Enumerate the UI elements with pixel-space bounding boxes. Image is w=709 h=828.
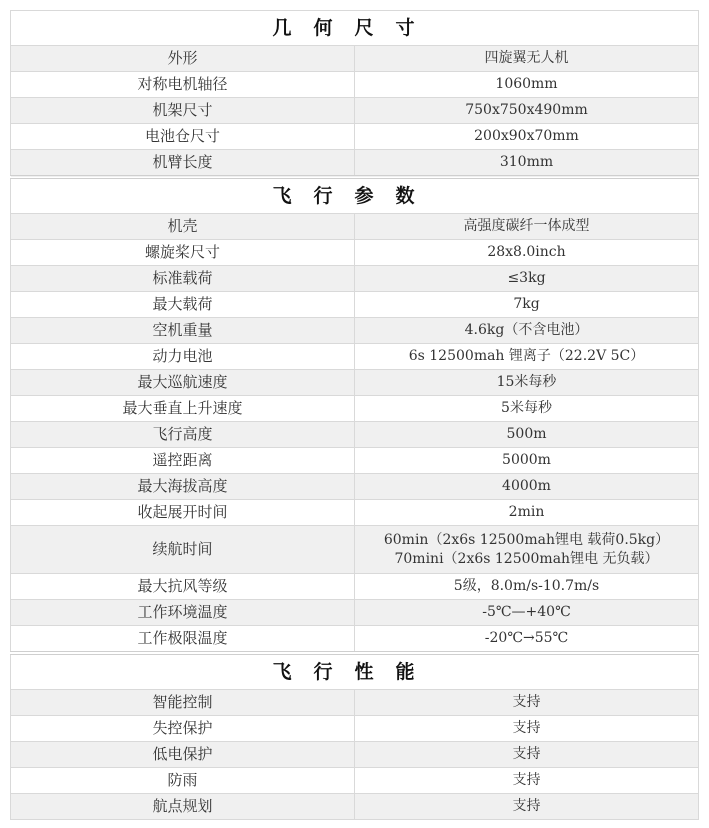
row-label: 续航时间: [11, 526, 355, 574]
table-row: [11, 600, 699, 626]
table-row: [11, 266, 699, 292]
row-value: 4000m: [355, 474, 699, 500]
table-row: [11, 292, 699, 318]
row-value: 7kg: [355, 292, 699, 318]
row-label: 最大抗风等级: [11, 574, 355, 600]
row-label: 收起展开时间: [11, 500, 355, 526]
row-value: 750x750x490mm: [355, 98, 699, 124]
row-value: 四旋翼无人机: [355, 46, 699, 72]
row-value: 200x90x70mm: [355, 124, 699, 150]
row-value: 2min: [355, 500, 699, 526]
row-value: 高强度碳纤一体成型: [355, 214, 699, 240]
row-label: 机壳: [11, 214, 355, 240]
row-value: 15米每秒: [355, 370, 699, 396]
row-label: 遥控距离: [11, 448, 355, 474]
row-value: 6s 12500mah 锂离子（22.2V 5C）: [355, 344, 699, 370]
row-label: 对称电机轴径: [11, 72, 355, 98]
row-label: 防雨: [11, 768, 355, 794]
table-row: [11, 448, 699, 474]
spec-table: [10, 10, 699, 820]
row-value: 5级，8.0m/s-10.7m/s: [355, 574, 699, 600]
row-label: 航点规划: [11, 794, 355, 820]
row-value-line: 60min（2x6s 12500mah锂电 载荷0.5kg）: [383, 531, 670, 548]
section-header-geometry: [11, 11, 699, 46]
row-label: 标准载荷: [11, 266, 355, 292]
table-row: [11, 768, 699, 794]
row-value: 支持: [355, 768, 699, 794]
table-row: [11, 214, 699, 240]
row-value: 支持: [355, 716, 699, 742]
row-label: 最大垂直上升速度: [11, 396, 355, 422]
row-label: 最大海拔高度: [11, 474, 355, 500]
table-row: [11, 500, 699, 526]
row-value: 支持: [355, 690, 699, 716]
table-row: [11, 716, 699, 742]
row-label: 电池仓尺寸: [11, 124, 355, 150]
section-title: 飞行参数: [11, 177, 699, 214]
row-label: 工作极限温度: [11, 626, 355, 654]
row-label: 机架尺寸: [11, 98, 355, 124]
table-row: [11, 344, 699, 370]
table-row: [11, 794, 699, 820]
table-row: [11, 422, 699, 448]
row-label: 机臂长度: [11, 150, 355, 178]
row-value: 4.6kg（不含电池）: [355, 318, 699, 344]
row-value-line: 70mini（2x6s 12500mah锂电 无负载）: [394, 550, 659, 567]
table-row: [11, 150, 699, 178]
spec-sheet: [10, 10, 699, 820]
table-row: [11, 240, 699, 266]
row-value: 1060mm: [355, 72, 699, 98]
row-label: 空机重量: [11, 318, 355, 344]
row-label: 最大巡航速度: [11, 370, 355, 396]
row-label: 螺旋桨尺寸: [11, 240, 355, 266]
table-row: [11, 72, 699, 98]
row-label: 外形: [11, 46, 355, 72]
row-label: 飞行高度: [11, 422, 355, 448]
row-value: 310mm: [355, 150, 699, 178]
table-row: [11, 690, 699, 716]
table-row: [11, 574, 699, 600]
row-value: 5000m: [355, 448, 699, 474]
table-row: [11, 370, 699, 396]
table-row: [11, 124, 699, 150]
row-value: 支持: [355, 794, 699, 820]
row-label: 最大载荷: [11, 292, 355, 318]
table-row: [11, 396, 699, 422]
table-row: [11, 526, 699, 574]
table-row: [11, 46, 699, 72]
table-row: [11, 318, 699, 344]
table-row: [11, 742, 699, 768]
table-row: [11, 474, 699, 500]
section-header-flight-performance: [11, 653, 699, 690]
row-label: 低电保护: [11, 742, 355, 768]
section-title: 几何尺寸: [11, 11, 699, 46]
table-row: [11, 626, 699, 654]
section-header-flight-params: [11, 177, 699, 214]
row-label: 动力电池: [11, 344, 355, 370]
row-label: 工作环境温度: [11, 600, 355, 626]
section-title: 飞行性能: [11, 653, 699, 690]
row-label: 失控保护: [11, 716, 355, 742]
row-value: 28x8.0inch: [355, 240, 699, 266]
row-value: ≤3kg: [355, 266, 699, 292]
table-row: [11, 98, 699, 124]
row-value: 5米每秒: [355, 396, 699, 422]
row-value: 支持: [355, 742, 699, 768]
row-value: -5℃—+40℃: [355, 600, 699, 626]
row-value: [355, 526, 699, 574]
row-value: 500m: [355, 422, 699, 448]
row-label: 智能控制: [11, 690, 355, 716]
row-value: -20℃→55℃: [355, 626, 699, 654]
